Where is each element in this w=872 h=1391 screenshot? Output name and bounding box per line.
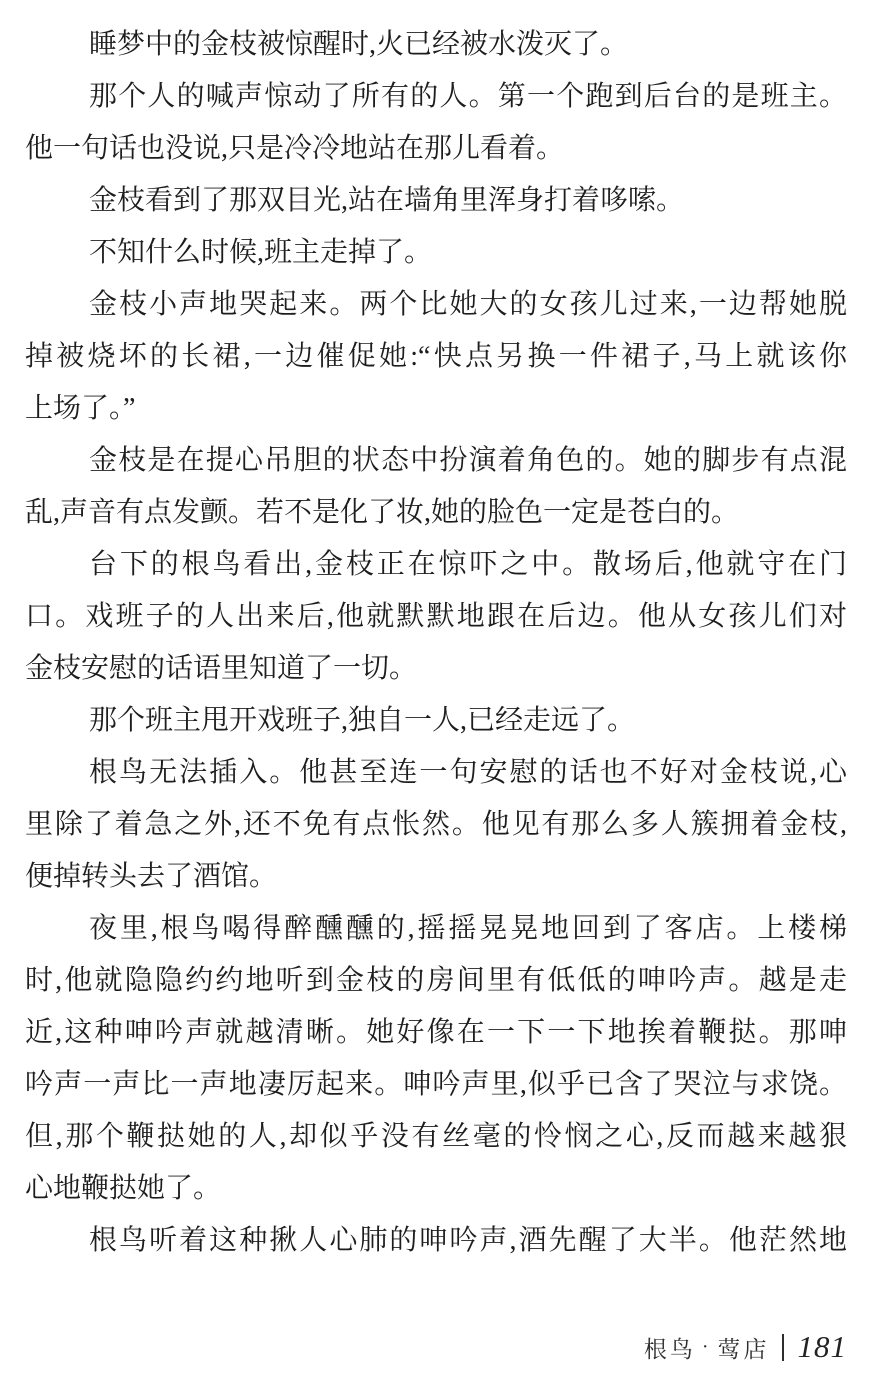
text-line: 时,他就隐隐约约地听到金枝的房间里有低低的呻吟声。越是走: [25, 965, 847, 996]
text-line: 那个班主甩开戏班子,独自一人,已经走远了。: [89, 705, 636, 736]
page-text: [25, 19, 847, 1267]
paragraph: [25, 279, 847, 435]
footer-divider-bar: [782, 1334, 784, 1361]
paragraph: [25, 747, 847, 903]
paragraph: [25, 903, 847, 1215]
text-line: 金枝安慰的话语里知道了一切。: [25, 653, 418, 684]
text-line: 金枝是在提心吊胆的状态中扮演着角色的。她的脚步有点混: [89, 445, 847, 476]
text-line: 睡梦中的金枝被惊醒时,火已经被水泼灭了。: [89, 29, 629, 60]
text-line: 上场了。”: [25, 393, 136, 424]
running-title: [644, 1331, 770, 1364]
text-line: 根鸟听着这种揪人心肺的呻吟声,酒先醒了大半。他茫然地: [89, 1225, 847, 1256]
text-line: 掉被烧坏的长裙,一边催促她:“快点另换一件裙子,马上就该你: [25, 341, 847, 372]
page-footer: [644, 1328, 847, 1366]
text-line: 金枝看到了那双目光,站在墙角里浑身打着哆嗦。: [89, 185, 685, 216]
paragraph: [25, 539, 847, 695]
paragraph: [25, 1215, 847, 1267]
paragraph: [25, 435, 847, 539]
page-number: 181: [797, 1329, 847, 1364]
text-line: 吟声一声比一声地凄厉起来。呻吟声里,似乎已含了哭泣与求饶。: [25, 1069, 847, 1100]
paragraph: [25, 227, 847, 279]
paragraph: [25, 71, 847, 175]
text-line: 便掉转头去了酒馆。: [25, 861, 278, 892]
text-line: 心地鞭挞她了。: [25, 1173, 222, 1204]
chapter-title: 莺店: [717, 1336, 770, 1362]
text-line: 口。戏班子的人出来后,他就默默地跟在后边。他从女孩儿们对: [25, 601, 847, 632]
text-line: 那个人的喊声惊动了所有的人。第一个跑到后台的是班主。: [89, 81, 847, 112]
text-line: 夜里,根鸟喝得醉醺醺的,摇摇晃晃地回到了客店。上楼梯: [89, 913, 847, 944]
paragraph: [25, 175, 847, 227]
paragraph: [25, 695, 847, 747]
text-line: 但,那个鞭挞她的人,却似乎没有丝毫的怜悯之心,反而越来越狠: [25, 1121, 847, 1152]
text-line: 近,这种呻吟声就越清晰。她好像在一下一下地挨着鞭挞。那呻: [25, 1017, 847, 1048]
dot-separator: ·: [701, 1335, 712, 1358]
text-line: 他一句话也没说,只是冷冷地站在那儿看着。: [25, 133, 565, 164]
text-line: 根鸟无法插入。他甚至连一句安慰的话也不好对金枝说,心: [89, 757, 847, 788]
text-line: 金枝小声地哭起来。两个比她大的女孩儿过来,一边帮她脱: [89, 289, 847, 320]
paragraph: [25, 19, 847, 71]
text-line: 里除了着急之外,还不免有点怅然。他见有那么多人簇拥着金枝,: [25, 809, 847, 840]
text-line: 不知什么时候,班主走掉了。: [89, 237, 433, 268]
text-line: 乱,声音有点发颤。若不是化了妆,她的脸色一定是苍白的。: [25, 497, 740, 528]
text-line: 台下的根鸟看出,金枝正在惊吓之中。散场后,他就守在门: [89, 549, 847, 580]
book-title: 根鸟: [643, 1336, 696, 1362]
